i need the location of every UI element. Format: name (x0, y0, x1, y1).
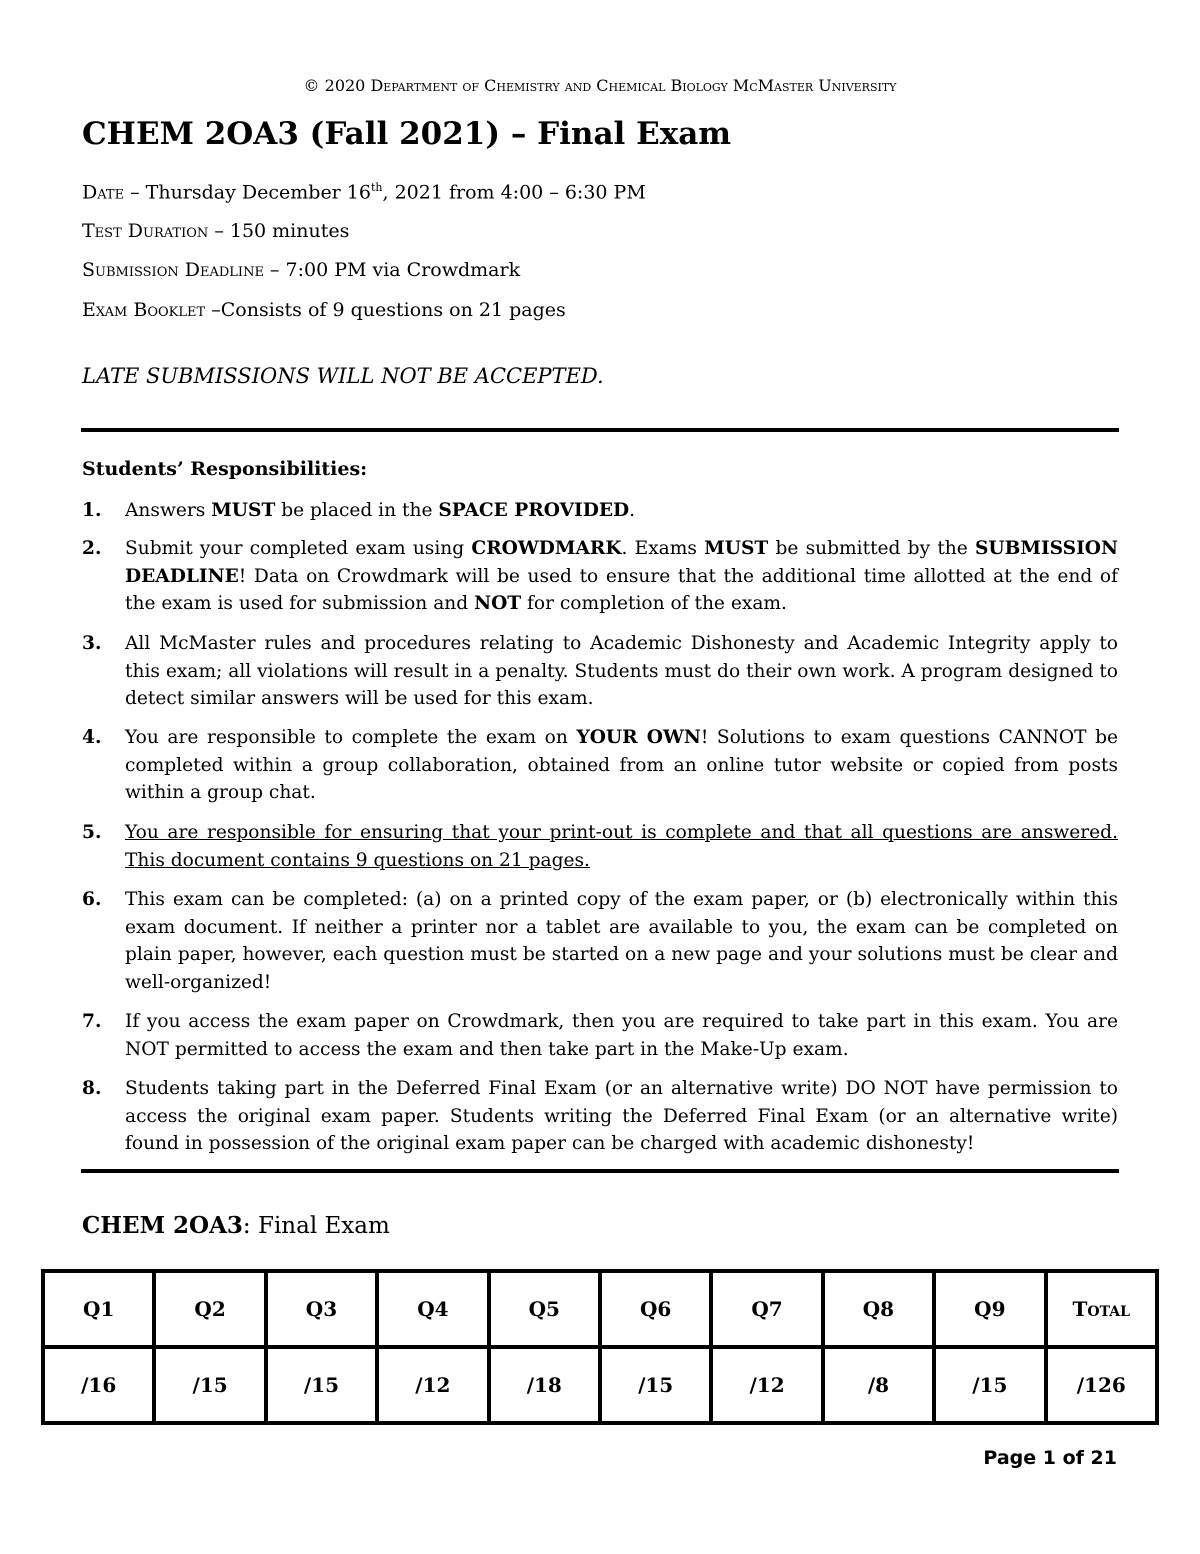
score-header-q5: Q5 (489, 1271, 600, 1347)
score-header-q9: Q9 (934, 1271, 1045, 1347)
date-superscript: th (371, 181, 383, 194)
text-run: ! Solutions to exam questions CANNOT be completed within a group collaboration, obtained from an online tutor website or copied from posts within a group chat. (125, 727, 1119, 803)
score-cell-q2: /15 (154, 1347, 265, 1423)
item-text: This exam can be completed: (a) on a printed copy of the exam paper, or (b) electronically within this exam document. If neither a printer nor a tablet are available to you, the exam can be completed on plain paper, however, each question must be started on a new page and your solutions must be clear and well-organized! (125, 889, 1118, 993)
text-run: be submitted by the (768, 538, 975, 559)
page-current: 1 (1042, 1447, 1056, 1469)
score-table (41, 1269, 1159, 1425)
exam-title: CHEM 2OA3 (Fall 2021) – Final Exam (82, 116, 732, 152)
item-text: All McMaster rules and procedures relating to Academic Dishonesty and Academic Integrity apply to this exam; all violations will result in a penalty. Students must do their own work. A program designed to detect similar answers will be used for this exam. (125, 633, 1118, 709)
divider-top (81, 428, 1119, 432)
text-run: . Exams (621, 538, 705, 559)
page-total: 21 (1090, 1447, 1117, 1469)
item-text (125, 535, 1118, 618)
date-value: – Thursday December 16 (124, 181, 371, 204)
copyright-header: © 2020 Department of Chemistry and Chemical Biology McMaster University (303, 76, 897, 95)
score-cell-q1: /16 (43, 1347, 154, 1423)
score-header-q1: Q1 (43, 1271, 154, 1347)
text-run: Submit your completed exam using (125, 538, 472, 559)
list-item (82, 724, 1118, 807)
item-number: 2. (82, 538, 102, 559)
item-text (125, 497, 1118, 525)
score-cell-q7: /12 (711, 1347, 822, 1423)
item-text (125, 724, 1118, 807)
list-item (82, 535, 1118, 618)
text-run: for completion of the exam. (521, 593, 787, 614)
text-run-bold: NOT (474, 593, 522, 614)
score-table-title (82, 1212, 390, 1239)
list-item (82, 1075, 1118, 1158)
score-table-header-row (43, 1271, 1157, 1347)
page-number (983, 1447, 1117, 1469)
score-cell-q3: /15 (266, 1347, 377, 1423)
late-notice: LATE SUBMISSIONS WILL NOT BE ACCEPTED. (82, 364, 604, 388)
score-cell-q8: /8 (823, 1347, 934, 1423)
item-text: Students taking part in the Deferred Final Exam (or an alternative write) DO NOT have permission to access the original exam paper. Students writing the Deferred Final Exam (or an alternative write) found in possession of the original exam paper can be charged with academic dishonesty! (125, 1078, 1118, 1154)
text-run: Answers (125, 500, 212, 521)
text-run: You are responsible to complete the exam on (125, 727, 577, 748)
responsibilities-title: Students’ Responsibilities: (82, 458, 368, 480)
date-rest: , 2021 from 4:00 – 6:30 PM (382, 181, 646, 204)
booklet-label: Exam Booklet (82, 299, 206, 321)
list-item (82, 630, 1118, 713)
submission-deadline (82, 259, 520, 281)
item-text: You are responsible for ensuring that your print-out is complete and that all questions are answered. This document contains 9 questions on 21 pages. (125, 822, 1118, 871)
booklet-value: –Consists of 9 questions on 21 pages (205, 299, 566, 321)
exam-booklet (82, 299, 566, 321)
date-label: Date (82, 181, 125, 204)
item-number: 5. (82, 822, 102, 843)
text-run-bold: SPACE PROVIDED (438, 500, 630, 521)
score-title-course: CHEM 2OA3 (82, 1212, 243, 1239)
item-number: 6. (82, 889, 102, 910)
list-item (82, 886, 1118, 996)
exam-date (82, 181, 646, 203)
duration-label: Test Duration (82, 220, 209, 242)
score-cell-q5: /18 (489, 1347, 600, 1423)
text-run: ! Data on Crowdmark will be used to ensure that the additional time allotted at the end of the exam is used for submission and (125, 565, 1118, 614)
score-cell-q6: /15 (600, 1347, 711, 1423)
text-run-bold: SUBMISSION DEADLINE (125, 538, 1118, 587)
list-item (82, 1008, 1118, 1063)
item-text: If you access the exam paper on Crowdmark, then you are required to take part in this exam. You are NOT permitted to access the exam and then take part in the Make-Up exam. (125, 1011, 1118, 1060)
score-header-q6: Q6 (600, 1271, 711, 1347)
score-cell-q4: /12 (377, 1347, 488, 1423)
score-cell-total: /126 (1046, 1347, 1157, 1423)
score-header-q7: Q7 (711, 1271, 822, 1347)
item-number: 8. (82, 1078, 102, 1099)
item-number: 7. (82, 1011, 102, 1032)
test-duration (82, 220, 349, 242)
page-label: Page (983, 1447, 1043, 1469)
score-header-q4: Q4 (377, 1271, 488, 1347)
score-table-points-row (43, 1347, 1157, 1423)
text-run-bold: MUST (211, 500, 276, 521)
list-item (82, 819, 1118, 874)
score-header-q3: Q3 (266, 1271, 377, 1347)
score-title-rest: : Final Exam (242, 1213, 390, 1239)
item-number: 4. (82, 727, 102, 748)
text-run-bold: YOUR OWN (576, 727, 701, 748)
deadline-label: Submission Deadline (82, 259, 264, 281)
text-run-bold: CROWDMARK (471, 538, 622, 559)
score-cell-q9: /15 (934, 1347, 1045, 1423)
text-run: . (629, 500, 636, 521)
divider-bottom (81, 1169, 1119, 1173)
duration-value: – 150 minutes (208, 220, 350, 242)
score-header-q2: Q2 (154, 1271, 265, 1347)
score-header-q8: Q8 (823, 1271, 934, 1347)
item-number: 1. (82, 500, 102, 521)
text-run-bold: MUST (704, 538, 769, 559)
score-header-total: Total (1046, 1271, 1157, 1347)
deadline-value: – 7:00 PM via Crowdmark (263, 259, 521, 281)
item-number: 3. (82, 633, 102, 654)
text-run: be placed in the (275, 500, 439, 521)
list-item (82, 497, 1118, 525)
page-of: of (1055, 1447, 1091, 1469)
